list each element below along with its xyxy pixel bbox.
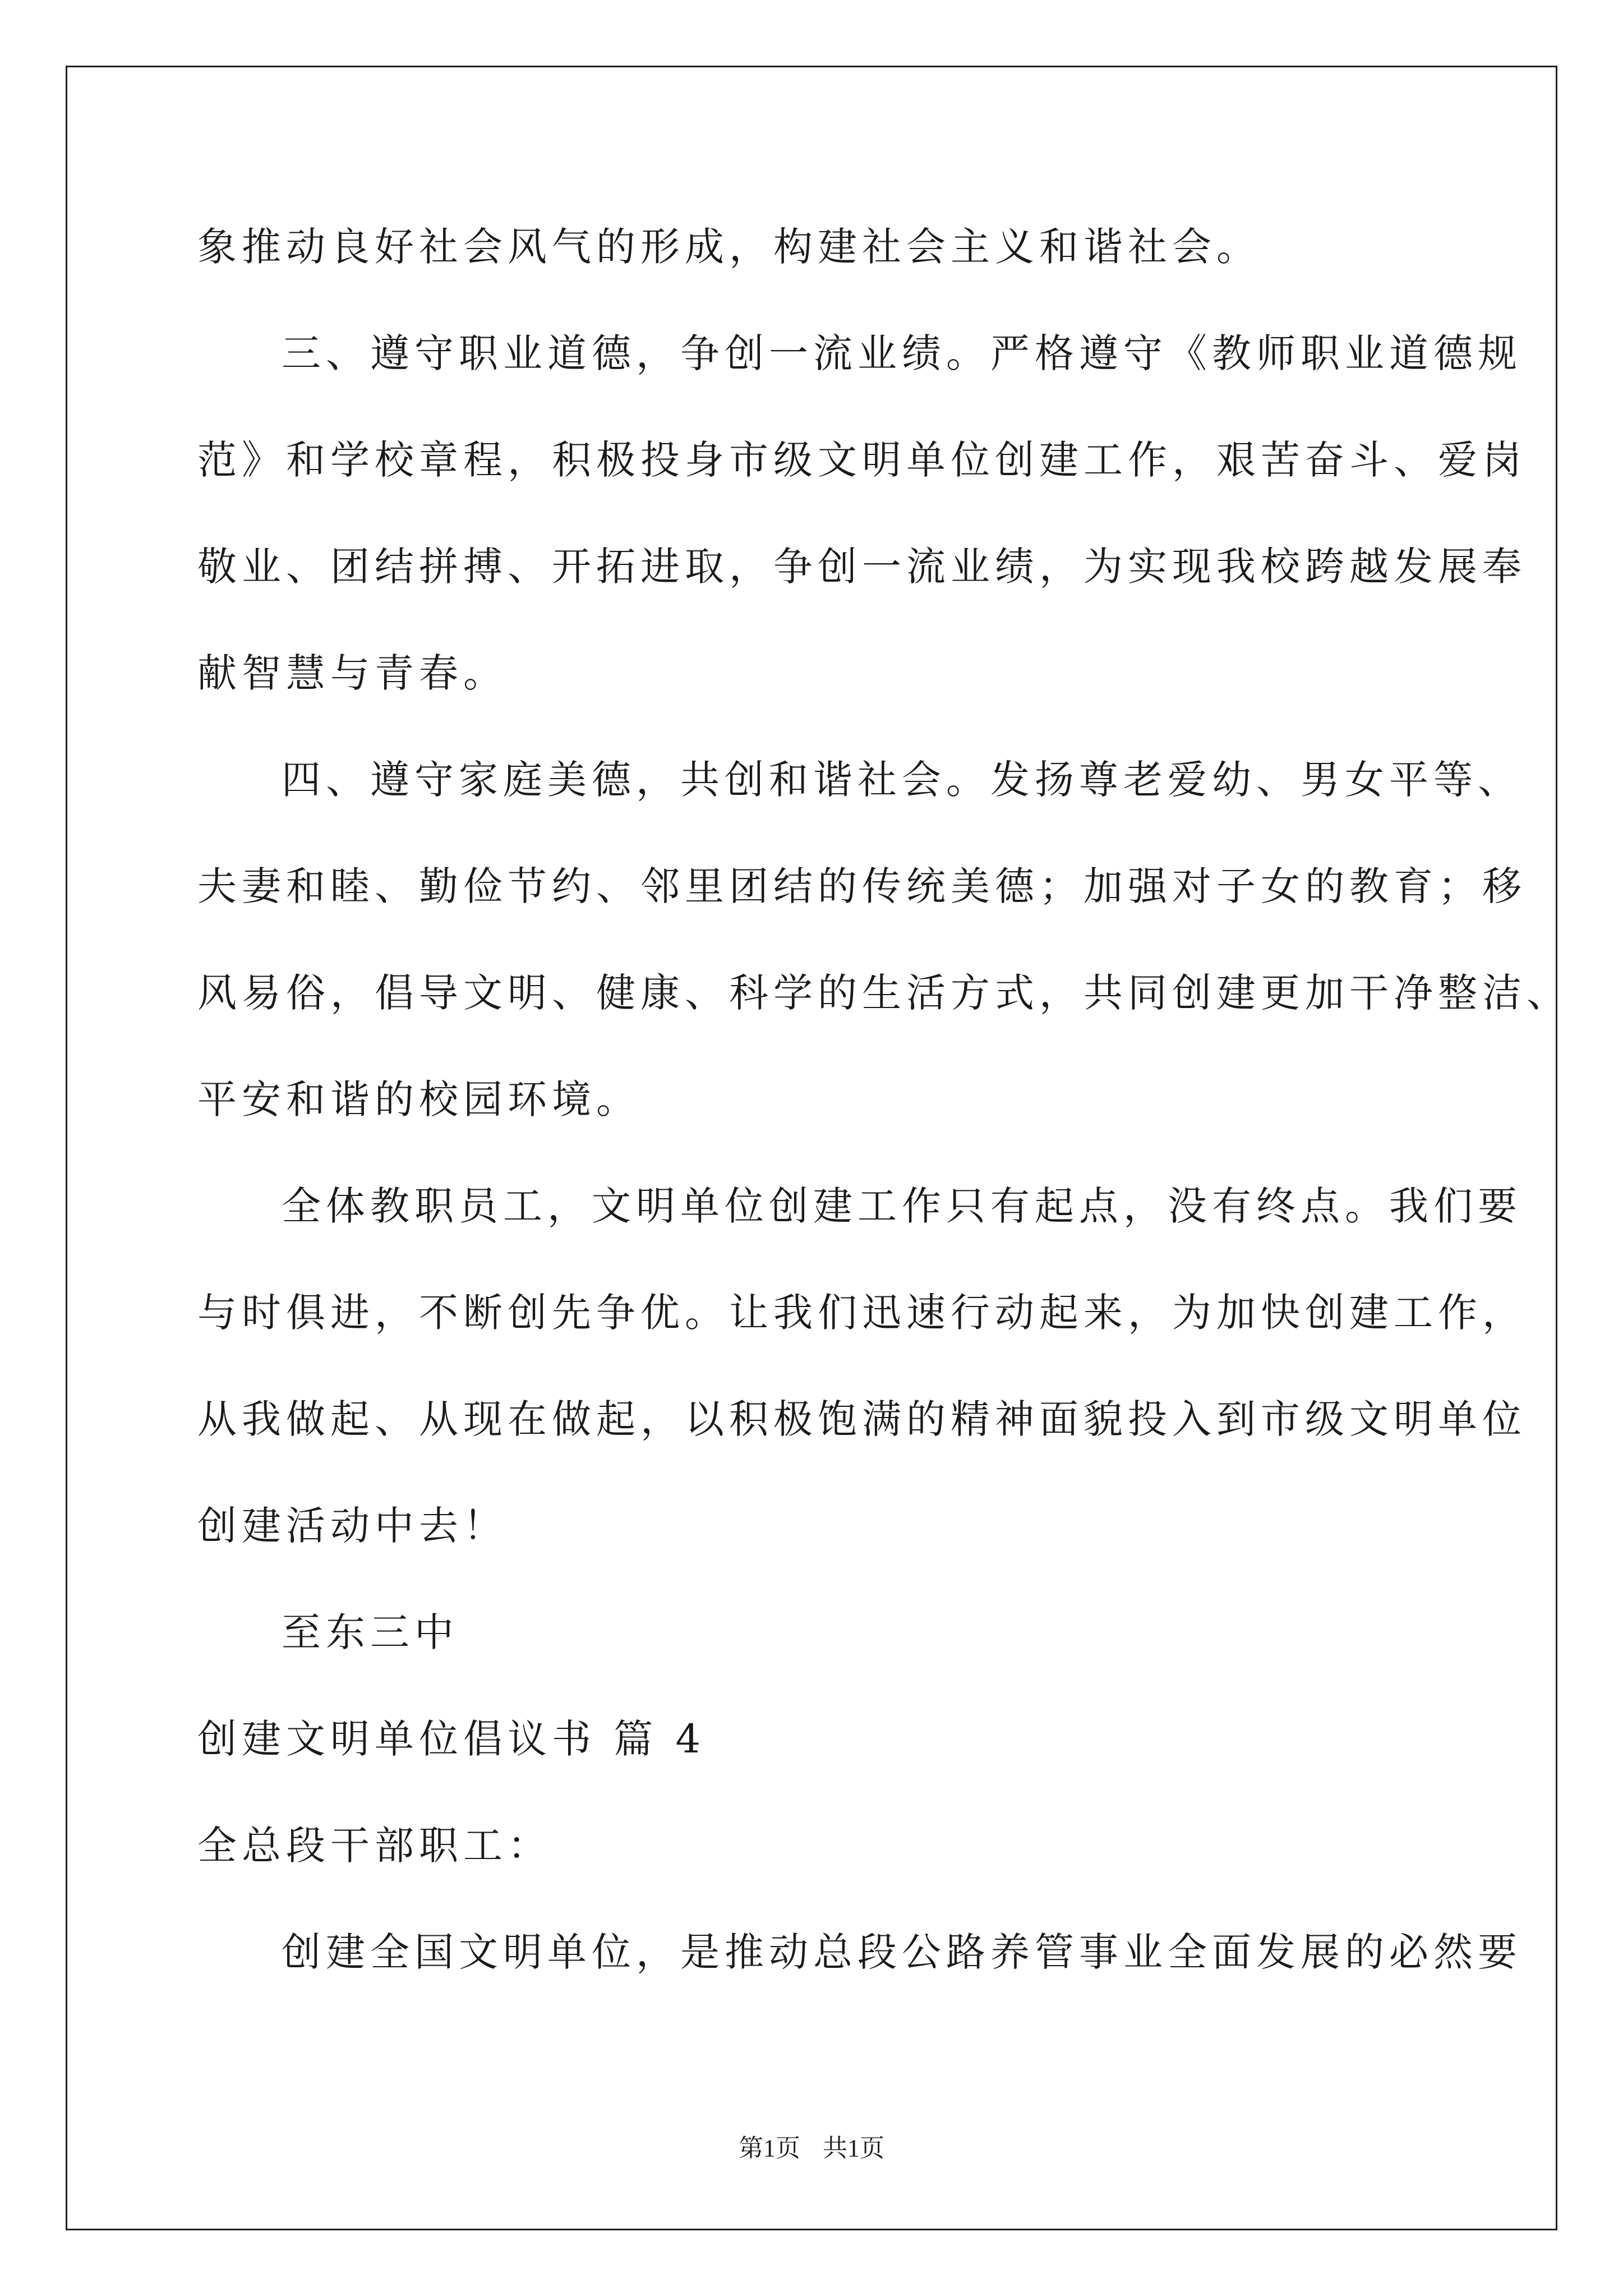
page-footer — [0, 2132, 1623, 2165]
text-line-12: 从我做起、从现在做起，以积极饱满的精神面貌投入到市级文明单位 — [197, 1396, 1527, 1442]
text-line-7: 夫妻和睦、勤俭节约、邻里团结的传统美德；加强对子女的教育；移 — [197, 863, 1527, 909]
text-line-9: 平安和谐的校园环境。 — [197, 1076, 640, 1122]
signature-line: 至东三中 — [282, 1609, 459, 1655]
text-line-8: 风易俗，倡导文明、健康、科学的生活方式，共同创建更加干净整洁、 — [197, 970, 1571, 1016]
text-line-4: 敬业、团结拼搏、开拓进取，争创一流业绩，为实现我校跨越发展奉 — [197, 544, 1527, 590]
page-total: 共1页 — [823, 2134, 884, 2162]
text-line-13: 创建活动中去！ — [197, 1503, 508, 1549]
text-line-5: 献智慧与青春。 — [197, 650, 508, 696]
text-line-2: 三、遵守职业道德，争创一流业绩。严格遵守《教师职业道德规 — [282, 330, 1522, 376]
text-line-17: 创建全国文明单位，是推动总段公路养管事业全面发展的必然要 — [282, 1929, 1522, 1975]
page-number: 第1页 — [739, 2134, 800, 2162]
section-title: 创建文明单位倡议书 篇 4 — [197, 1716, 706, 1762]
text-line-11: 与时俱进，不断创先争优。让我们迅速行动起来，为加快创建工作， — [197, 1290, 1527, 1336]
text-line-1: 象推动良好社会风气的形成，构建社会主义和谐社会。 — [197, 224, 1261, 270]
text-line-6: 四、遵守家庭美德，共创和谐社会。发扬尊老爱幼、男女平等、 — [282, 757, 1522, 803]
text-line-10: 全体教职员工，文明单位创建工作只有起点，没有终点。我们要 — [282, 1183, 1522, 1229]
salutation-line: 全总段干部职工： — [197, 1823, 552, 1869]
document-body — [197, 194, 1571, 2005]
text-line-3: 范》和学校章程，积极投身市级文明单位创建工作，艰苦奋斗、爱岗 — [197, 437, 1527, 483]
